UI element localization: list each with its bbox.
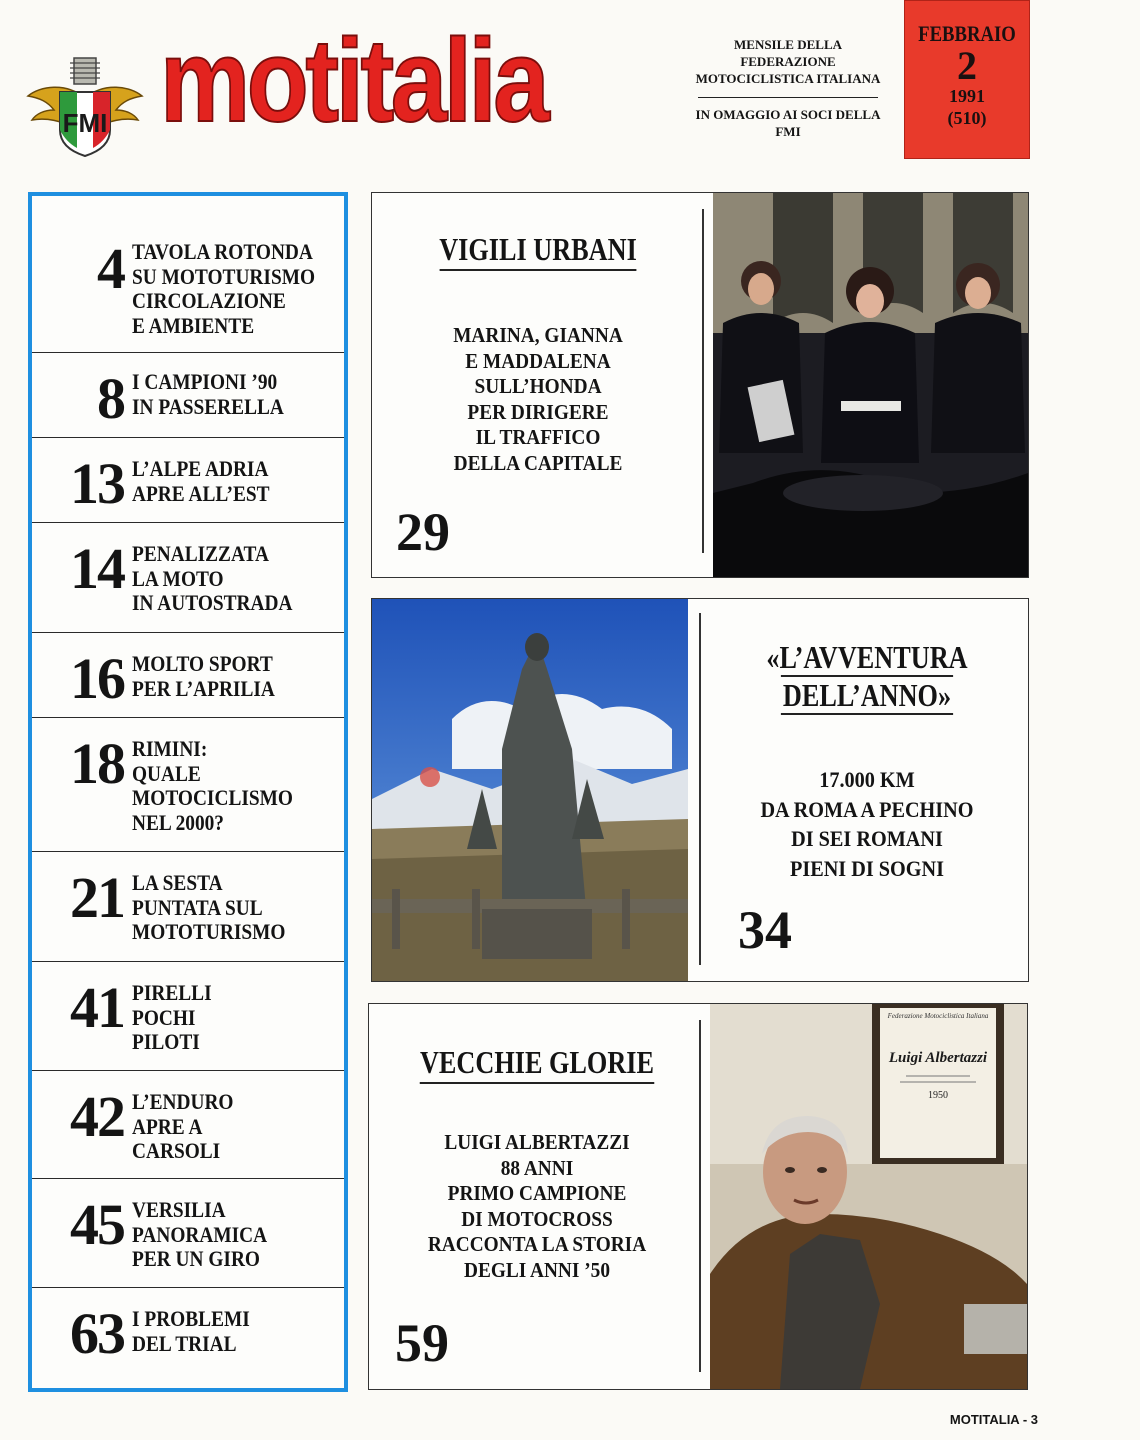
feature-vecchie-glorie[interactable] <box>368 1003 1028 1390</box>
toc-page-number: 41 <box>70 975 124 1040</box>
photo-luigi-albertazzi <box>710 1004 1027 1389</box>
certificate-header: Federazione Motociclistica Italiana <box>887 1012 989 1020</box>
toc-page-number: 4 <box>97 236 124 301</box>
toc-item[interactable] <box>32 437 344 523</box>
emblem-letters: FMI <box>62 108 108 138</box>
magazine-title: motitalia <box>160 15 547 147</box>
summary-line: SULL’HONDA <box>474 374 602 398</box>
toc-page-number: 45 <box>70 1192 124 1257</box>
toc-item[interactable] <box>32 1070 344 1179</box>
toc-page-number: 21 <box>70 865 124 930</box>
toc-page-number: 18 <box>70 731 124 796</box>
column-divider <box>702 209 704 553</box>
tagline-line: FEDERAZIONE <box>740 54 836 69</box>
table-of-contents <box>28 192 348 1392</box>
toc-page-number: 13 <box>70 451 124 516</box>
toc-item[interactable] <box>32 717 344 852</box>
summary-line: DI SEI ROMANI <box>791 826 943 851</box>
toc-item[interactable] <box>32 522 344 633</box>
toc-title: RIMINI: QUALE MOTOCICLISMO NEL 2000? <box>132 736 293 835</box>
summary-line: DA ROMA A PECHINO <box>760 796 974 822</box>
certificate-name: Luigi Albertazzi <box>888 1050 988 1066</box>
feature-summary <box>729 765 1005 883</box>
toc-item[interactable] <box>32 1287 344 1388</box>
feature-page-number: 59 <box>395 1313 449 1373</box>
feature-title <box>744 639 990 715</box>
toc-page-number: 42 <box>70 1084 124 1149</box>
toc-page-number: 14 <box>70 536 124 601</box>
tagline-line: MENSILE DELLA <box>734 37 842 52</box>
summary-line: E MADDALENA <box>465 348 611 373</box>
tagline-line: MOTOCICLISTICA ITALIANA <box>695 71 881 86</box>
page-footer: MOTITALIA - 3 <box>949 1412 1038 1427</box>
toc-title: PENALIZZATA LA MOTO IN AUTOSTRADA <box>132 541 293 615</box>
column-divider <box>699 1020 701 1372</box>
toc-title: I CAMPIONI ’90 IN PASSERELLA <box>132 369 284 419</box>
feature-summary <box>399 1130 675 1283</box>
certificate-year: 1950 <box>928 1090 948 1101</box>
toc-title: I PROBLEMI DEL TRIAL <box>132 1306 250 1356</box>
summary-line: LUIGI ALBERTAZZI <box>444 1130 630 1154</box>
toc-title: PIRELLI POCHI PILOTI <box>132 980 212 1054</box>
toc-page-number: 16 <box>70 646 124 711</box>
issue-number: 2 <box>957 43 977 88</box>
gift-note: IN OMAGGIO AI SOCI DELLA FMI <box>695 107 881 139</box>
summary-line: IL TRAFFICO <box>475 425 601 449</box>
title-line: DELL’ANNO» <box>782 677 952 713</box>
summary-line: MARINA, GIANNA <box>453 323 623 347</box>
photo-mountain-monument <box>372 599 688 981</box>
toc-title: L’ENDURO APRE A CARSOLI <box>132 1089 234 1163</box>
feature-summary <box>404 323 673 476</box>
magazine-tagline <box>690 36 886 140</box>
summary-line: PRIMO CAMPIONE <box>447 1181 627 1205</box>
feature-avventura-dell-anno[interactable] <box>371 598 1029 982</box>
summary-line: DELLA CAPITALE <box>453 450 623 475</box>
toc-item[interactable] <box>32 1178 344 1288</box>
feature-page-number: 34 <box>738 900 792 960</box>
issue-serial: (510) <box>947 108 987 128</box>
feature-title: VIGILI URBANI <box>418 231 657 267</box>
toc-title: LA SESTA PUNTATA SUL MOTOTURISMO <box>132 870 286 944</box>
summary-line: DI MOTOCROSS <box>461 1206 613 1231</box>
issue-year: 1991 <box>949 86 985 106</box>
summary-line: 17.000 KM <box>819 767 915 792</box>
feature-page-number: 29 <box>396 502 450 562</box>
column-divider <box>699 613 701 965</box>
summary-line: DEGLI ANNI ’50 <box>463 1257 610 1282</box>
summary-line: 88 ANNI <box>500 1155 574 1180</box>
summary-line: PER DIRIGERE <box>467 399 609 424</box>
toc-title: VERSILIA PANORAMICA PER UN GIRO <box>132 1197 268 1271</box>
toc-item[interactable] <box>32 196 344 353</box>
feature-title: VECCHIE GLORIE <box>414 1044 660 1080</box>
toc-page-number: 63 <box>70 1301 124 1366</box>
toc-page-number: 8 <box>97 366 124 431</box>
toc-item[interactable] <box>32 961 344 1071</box>
fmi-emblem-logo <box>26 52 144 160</box>
photo-policewomen-motorcycles <box>713 193 1028 577</box>
title-line: «L’AVVENTURA <box>766 639 968 675</box>
tagline-divider <box>698 97 878 98</box>
issue-month: FEBBRAIO <box>918 21 1016 46</box>
summary-line: PIENI DI SOGNI <box>789 855 945 881</box>
toc-item[interactable] <box>32 352 344 438</box>
toc-title: L’ALPE ADRIA APRE ALL’EST <box>132 456 270 506</box>
issue-badge <box>904 0 1030 159</box>
toc-title: TAVOLA ROTONDA SU MOTOTURISMO CIRCOLAZIONE E AMBIENTE <box>132 239 316 338</box>
toc-title: MOLTO SPORT PER L’APRILIA <box>132 651 275 701</box>
summary-line: RACCONTA LA STORIA <box>427 1232 647 1256</box>
toc-item[interactable] <box>32 632 344 718</box>
toc-item[interactable] <box>32 851 344 962</box>
feature-vigili-urbani[interactable] <box>371 192 1029 578</box>
